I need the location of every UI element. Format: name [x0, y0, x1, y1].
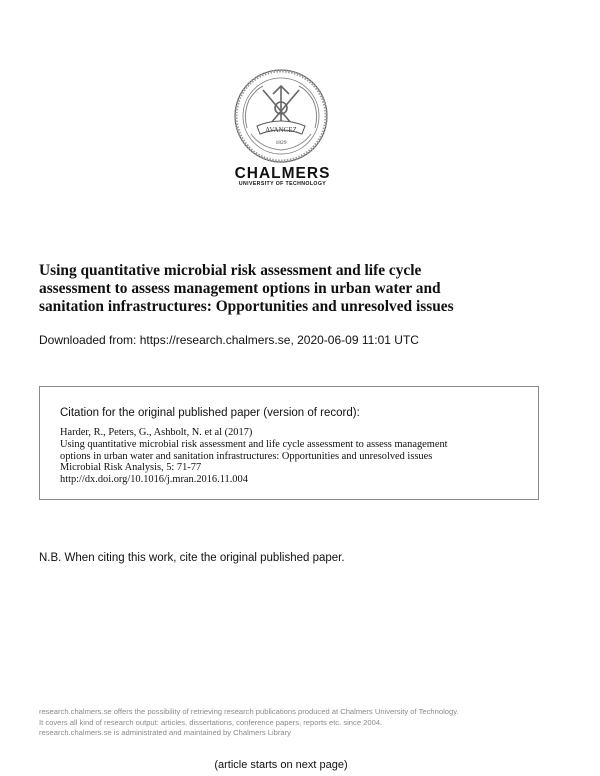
citation-authors: Harder, R., Peters, G., Ashbolt, N. et al (2017) — [60, 427, 253, 438]
article-start-note: (article starts on next page) — [214, 759, 348, 771]
brand-subtitle: UNIVERSITY OF TECHNOLOGY — [238, 181, 327, 187]
paper-title-line: sanitation infrastructures: Opportunities and unresolved issues — [39, 298, 454, 315]
paper-title — [39, 262, 559, 316]
seal-year: 1829 — [275, 140, 287, 146]
citation-title-line: options in urban water and sanitation infrastructures: Opportunities and unresolved issues — [60, 450, 433, 462]
citation-journal: Microbial Risk Analysis, 5: 71-77 — [60, 462, 202, 474]
citation-note: N.B. When citing this work, cite the original published paper. — [39, 552, 345, 564]
citation-doi-link[interactable]: http://dx.doi.org/10.1016/j.mran.2016.11.004 — [60, 474, 248, 486]
footer-info — [39, 707, 459, 739]
footer-line: research.chalmers.se offers the possibility of retrieving research publications produced at Chalmers University of Technology. — [39, 707, 459, 716]
citation-box — [39, 386, 539, 500]
download-info: Downloaded from: https://research.chalmers.se, 2020-06-09 11:01 UTC — [39, 333, 419, 347]
footer-line: research.chalmers.se is administrated and maintained by Chalmers Library — [39, 728, 291, 737]
brand-name: CHALMERS — [234, 165, 331, 182]
citation-text — [60, 427, 448, 486]
citation-heading: Citation for the original published paper (version of record): — [60, 407, 360, 419]
paper-title-line: Using quantitative microbial risk assessment and life cycle — [39, 262, 422, 279]
footer-line: It covers all kind of research output: articles, dissertations, conference papers, reports etc. since 2004. — [39, 717, 383, 727]
paper-title-line: assessment to assess management options in urban water and — [39, 280, 441, 297]
chalmers-seal-icon — [233, 68, 329, 164]
seal-motto: AVANCEZ — [265, 126, 297, 134]
citation-title-line: Using quantitative microbial risk assessment and life cycle assessment to assess management — [60, 438, 448, 450]
